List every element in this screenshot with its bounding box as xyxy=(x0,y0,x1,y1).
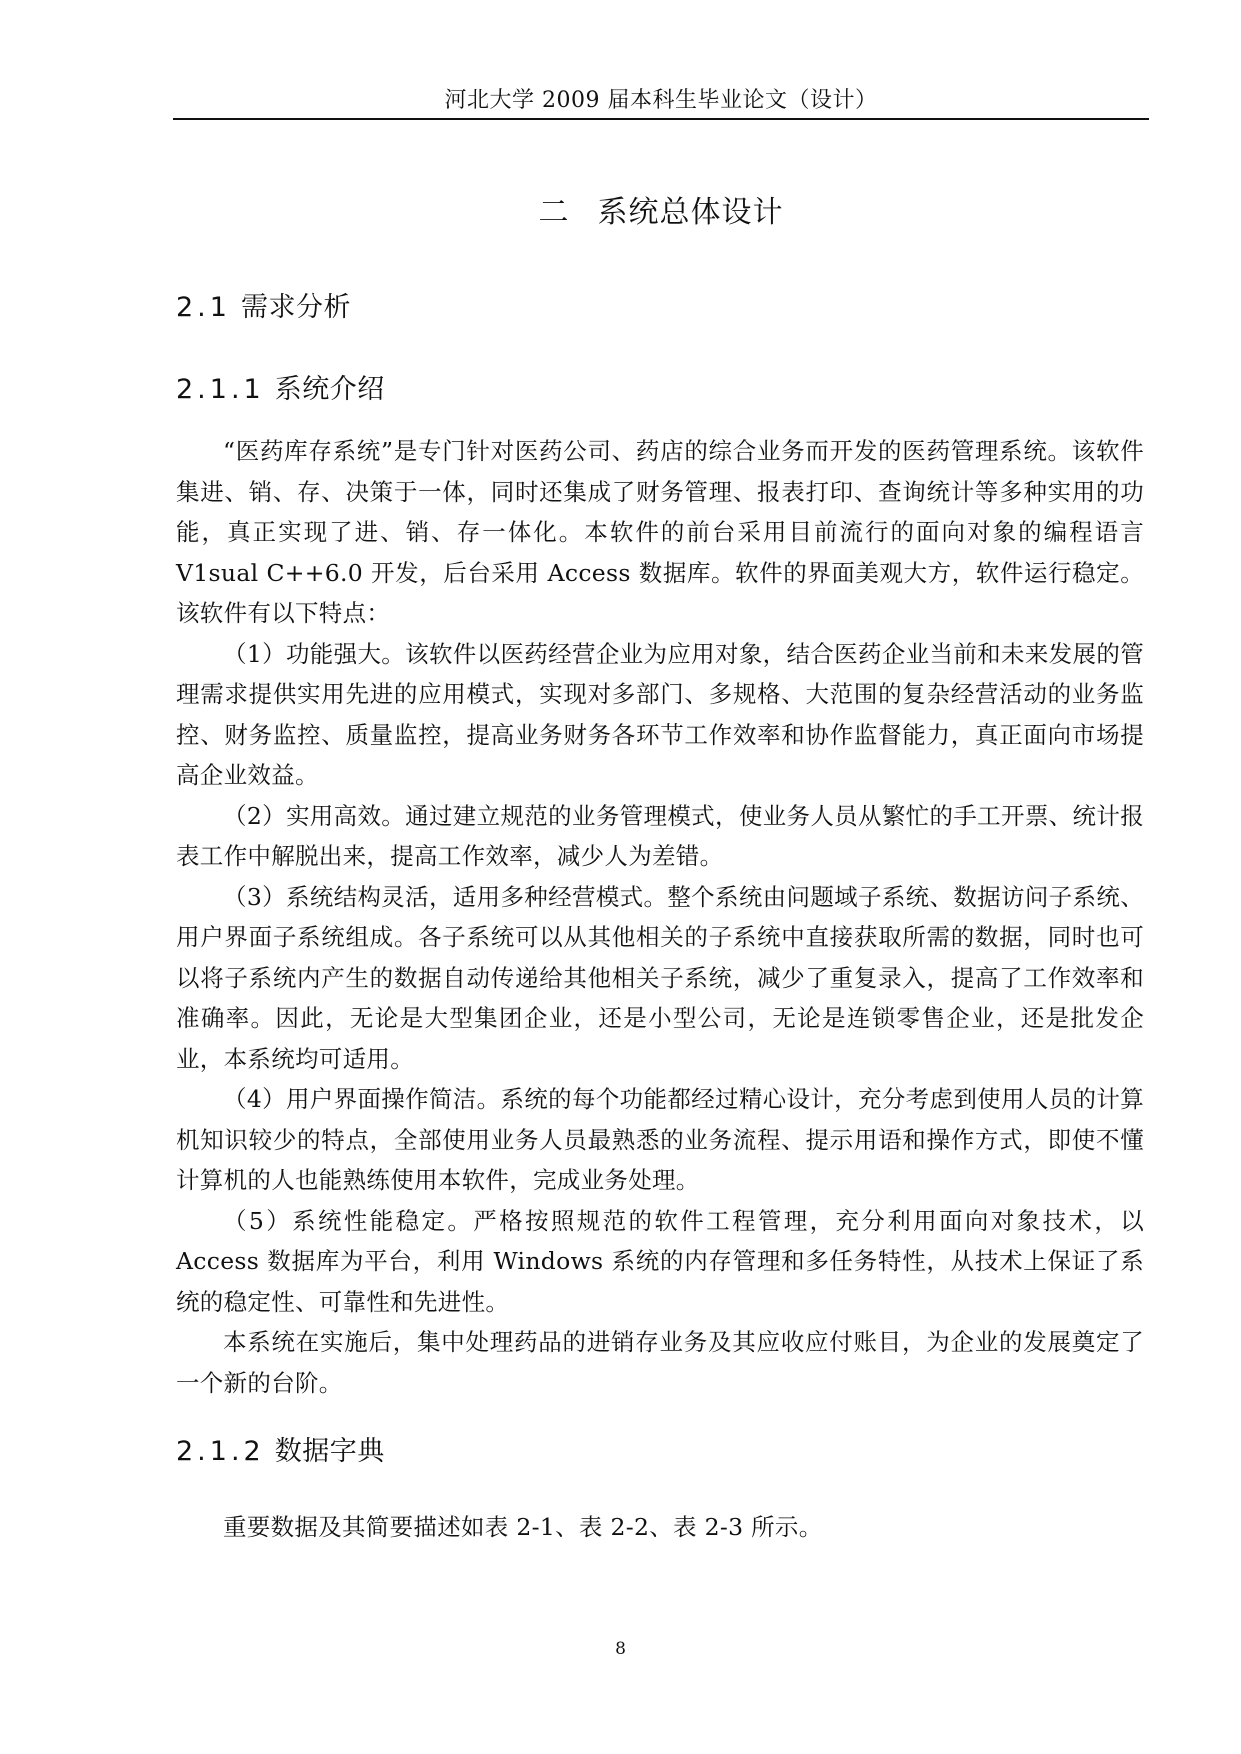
chapter-number: 二 xyxy=(538,195,570,230)
paragraph: （4）用户界面操作简洁。系统的每个功能都经过精心设计，充分考虑到使用人员的计算机知识较少的特点，全部使用业务人员最熟悉的业务流程、提示用语和操作方式，即使不懂计算机的人也能熟练使用本软件，完成业务处理。 xyxy=(176,1085,1144,1194)
paragraph: “医药库存系统”是专门针对医药公司、药店的综合业务而开发的医药管理系统。该软件集进、销、存、决策于一体，同时还集成了财务管理、报表打印、查询统计等多种实用的功能，真正实现了进、销、存一体化。本软件的前台采用目前流行的面向对象的编程语言 V1sual C++6.0 开发，后台采用 Access 数据库。软件的界面美观大方，软件运行稳定。该软件有以下特点： xyxy=(176,437,1144,627)
paragraph: （3）系统结构灵活，适用多种经营模式。整个系统由问题域子系统、数据访问子系统、用户界面子系统组成。各子系统可以从其他相关的子系统中直接获取所需的数据，同时也可以将子系统内产生的数据自动传递给其他相关子系统，减少了重复录入，提高了工作效率和准确率。因此，无论是大型集团企业，还是小型公司，无论是连锁零售企业，还是批发企业，本系统均可适用。 xyxy=(176,882,1144,1073)
section-title: 数据字典 xyxy=(274,1436,385,1467)
chapter-title-text: 系统总体设计 xyxy=(597,195,784,230)
paragraph: （1）功能强大。该软件以医药经营企业为应用对象，结合医药企业当前和未来发展的管理需求提供实用先进的应用模式，实现对多部门、多规格、大范围的复杂经营活动的业务监控、财务监控、质量监控，提高业务财务各环节工作效率和协作监督能力，真正面向市场提高企业效益。 xyxy=(176,639,1144,789)
running-header: 河北大学 2009 届本科生毕业论文（设计） xyxy=(444,88,878,113)
section-heading-2-1-2 xyxy=(176,1434,385,1470)
section-number: 2.1.2 xyxy=(176,1436,265,1467)
section-number: 2.1 xyxy=(176,292,231,323)
section-number: 2.1.1 xyxy=(176,374,265,405)
section-title: 需求分析 xyxy=(240,292,351,323)
paragraph: 本系统在实施后，集中处理药品的进销存业务及其应收应付账目，为企业的发展奠定了一个新的台阶。 xyxy=(176,1328,1144,1397)
system-intro-body xyxy=(176,431,1144,1403)
section-title: 系统介绍 xyxy=(274,374,385,405)
header-rule xyxy=(173,118,1149,120)
paragraph: （5）系统性能稳定。严格按照规范的软件工程管理，充分利用面向对象技术，以 Access 数据库为平台，利用 Windows 系统的内存管理和多任务特性，从技术上保证了系统的稳定性、可靠性和先进性。 xyxy=(176,1206,1144,1316)
section-heading-2-1-1 xyxy=(176,372,385,408)
page-number: 8 xyxy=(615,1639,626,1659)
chapter-title xyxy=(173,193,1149,233)
section-heading-2-1 xyxy=(176,290,351,326)
paragraph: （2）实用高效。通过建立规范的业务管理模式，使业务人员从繁忙的手工开票、统计报表工作中解脱出来，提高工作效率，减少人为差错。 xyxy=(176,801,1144,870)
data-dictionary-paragraph: 重要数据及其简要描述如表 2-1、表 2-2、表 2-3 所示。 xyxy=(223,1513,823,1541)
